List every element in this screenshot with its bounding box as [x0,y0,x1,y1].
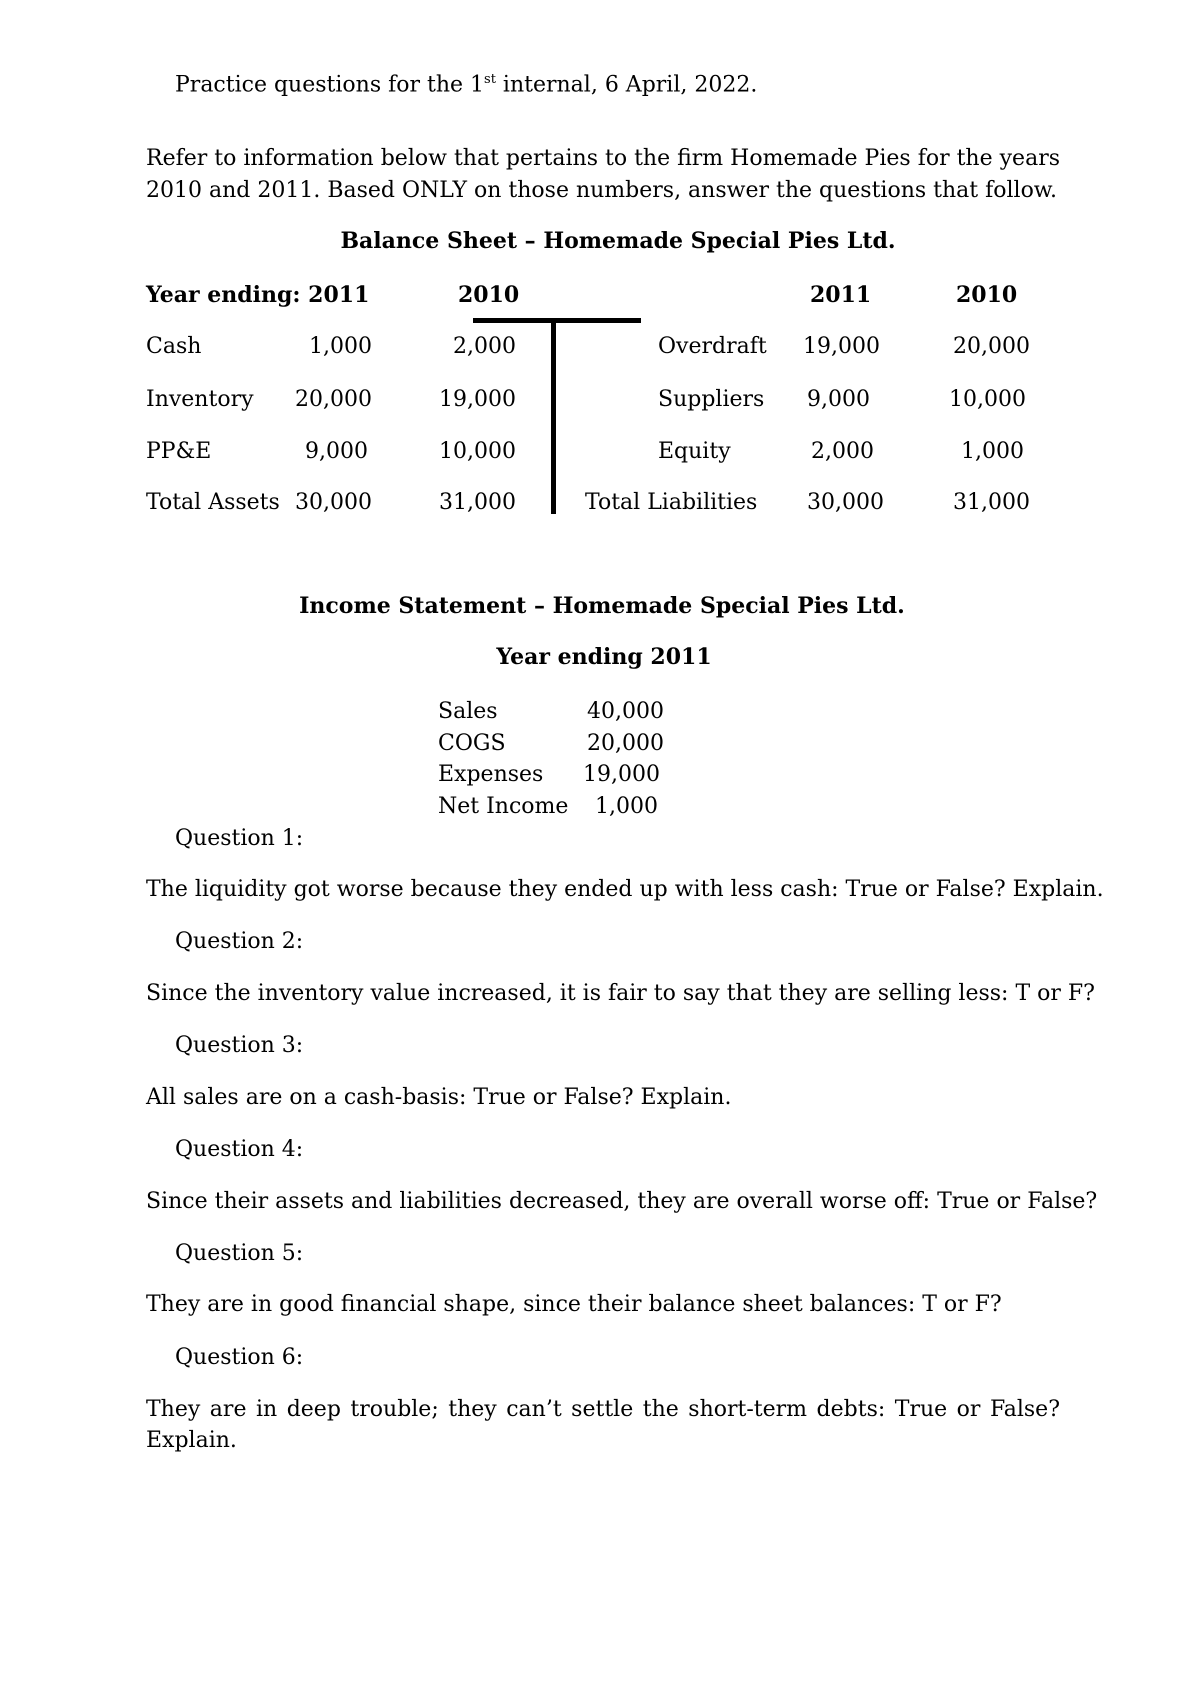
income-value: 19,000 [583,762,660,787]
question-label: Question 6: [175,1345,304,1370]
income-value: 20,000 [587,731,664,756]
income-label: Sales [438,699,498,724]
balance-sheet-title: Balance Sheet – Homemade Special Pies Ltd. [340,228,896,254]
t-account-horizontal-rule [473,318,641,323]
intro-line-1: Refer to information below that pertains to the firm Homemade Pies for the years [146,146,1060,171]
question-text: All sales are on a cash-basis: True or False? Explain. [146,1085,732,1110]
intro-line-2: 2010 and 2011. Based ONLY on those numbers, answer the questions that follow. [146,178,1058,203]
liabilities-header-2011: 2011 [810,282,872,308]
liability-value-2011: 30,000 [807,490,884,515]
liabilities-header-2010: 2010 [956,282,1018,308]
asset-label: Total Assets [146,490,280,515]
asset-value-2011: 9,000 [305,439,368,464]
assets-header-label: Year ending: 2011 [146,282,370,308]
liability-label: Suppliers [658,387,765,412]
income-label: Expenses [438,762,544,787]
asset-value-2010: 10,000 [439,439,516,464]
income-value: 40,000 [587,699,664,724]
question-text: The liquidity got worse because they ended up with less cash: True or False? Explain. [146,877,1104,902]
question-text: Since the inventory value increased, it is fair to say that they are selling less: T or F? [146,981,1095,1006]
asset-label: Cash [146,334,202,359]
asset-label: Inventory [146,387,254,412]
income-statement-subtitle: Year ending 2011 [496,644,712,670]
liability-value-2010: 20,000 [953,334,1030,359]
liability-value-2010: 1,000 [961,439,1024,464]
question-label: Question 3: [175,1033,304,1058]
asset-value-2010: 31,000 [439,490,516,515]
header-prefix: Practice questions for the 1 [175,72,485,98]
question-label: Question 1: [175,826,304,851]
asset-label: PP&E [146,439,212,464]
question-text: Since their assets and liabilities decreased, they are overall worse off: True or False? [146,1189,1098,1214]
liability-label: Total Liabilities [585,490,758,515]
liability-value-2010: 31,000 [953,490,1030,515]
income-value: 1,000 [595,794,658,819]
liability-value-2010: 10,000 [949,387,1026,412]
liability-value-2011: 2,000 [811,439,874,464]
assets-header-2010: 2010 [458,282,520,308]
t-account-vertical-rule [551,322,556,514]
income-label: Net Income [438,794,569,819]
liability-value-2011: 19,000 [803,334,880,359]
income-statement-title: Income Statement – Homemade Special Pies Ltd. [299,593,905,619]
header-superscript: st [484,72,496,87]
asset-value-2010: 2,000 [453,334,516,359]
asset-value-2010: 19,000 [439,387,516,412]
asset-value-2011: 20,000 [295,387,372,412]
header-suffix: internal, 6 April, 2022. [495,72,758,98]
question-label: Question 5: [175,1241,304,1266]
question-text-continuation: Explain. [146,1428,237,1453]
question-text: They are in deep trouble; they can’t settle the short-term debts: True or False? [146,1397,1060,1422]
asset-value-2011: 30,000 [295,490,372,515]
question-label: Question 2: [175,929,304,954]
liability-label: Overdraft [658,334,767,359]
liability-value-2011: 9,000 [807,387,870,412]
liability-label: Equity [658,439,731,464]
question-text: They are in good financial shape, since their balance sheet balances: T or F? [146,1292,1002,1317]
question-label: Question 4: [175,1137,304,1162]
page-header [175,72,757,99]
asset-value-2011: 1,000 [309,334,372,359]
income-label: COGS [438,731,506,756]
